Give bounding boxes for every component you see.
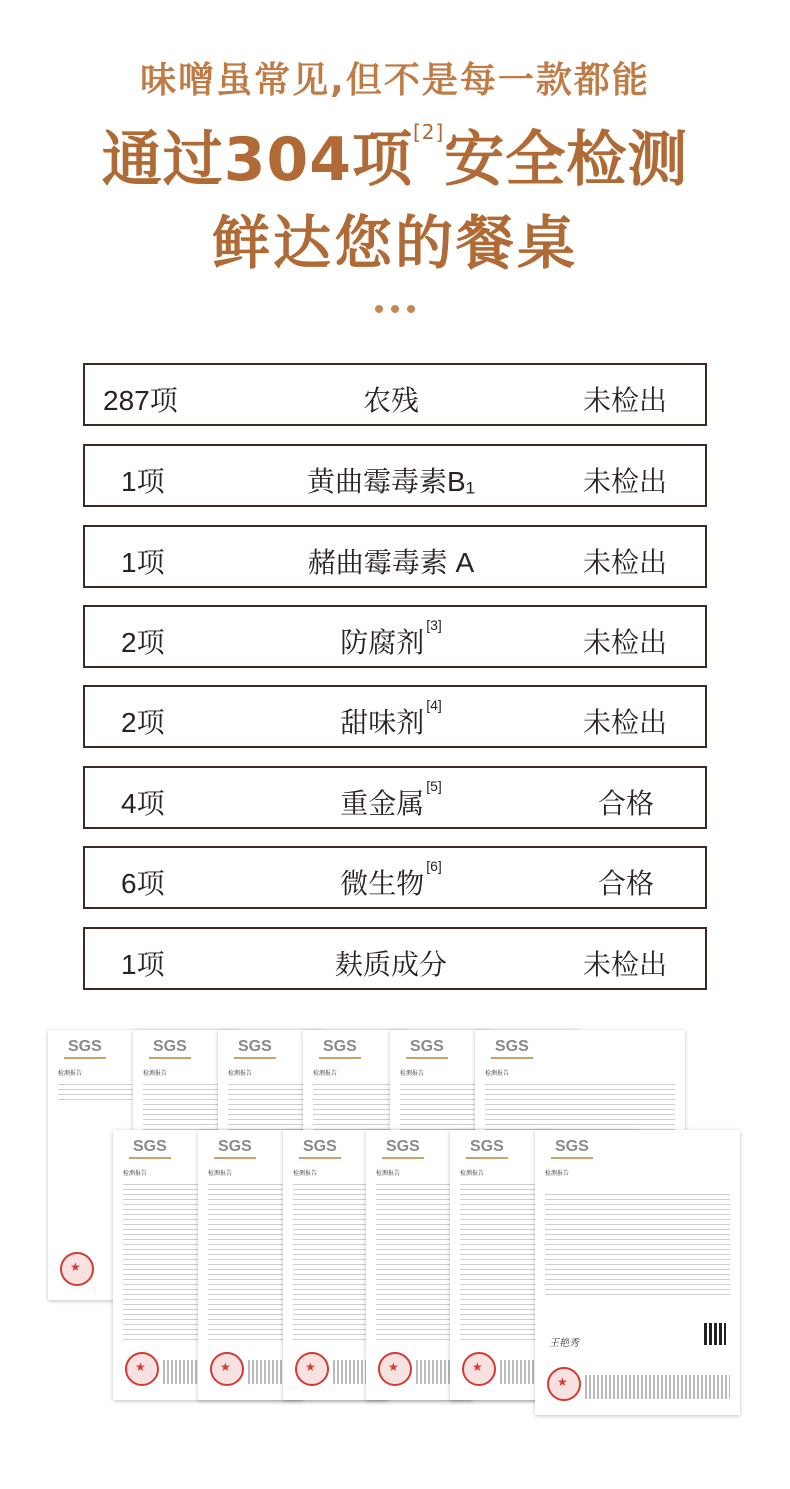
test-count: 1项 [121,466,165,497]
test-count: 1项 [121,949,165,980]
test-item-reference: [4] [426,697,442,713]
sgs-logo: SGS [153,1038,187,1055]
headline-line-2 [0,112,790,198]
report-title: 检测报告 [208,1170,233,1177]
sgs-logo: SGS [410,1038,444,1055]
sgs-report-collage [0,1020,790,1460]
test-count: 2项 [121,707,165,738]
test-item: 重金属[5] [340,778,442,819]
test-item: 微生物[6] [340,858,442,899]
sgs-logo: SGS [386,1138,420,1155]
test-item: 农残 [362,385,419,416]
test-result: 未检出 [583,547,668,578]
test-item: 赭曲霉毒素 A [307,547,475,578]
test-row [83,444,707,507]
sgs-logo: SGS [238,1038,272,1055]
headline-line-3: 鲜达您的餐桌 [211,209,578,277]
official-stamp-icon [378,1352,412,1386]
test-count: 4项 [121,788,165,819]
report-title: 检测报告 [460,1170,485,1177]
official-stamp-icon [295,1352,329,1386]
test-item-reference: [3] [426,617,442,633]
test-row [83,766,707,829]
sgs-logo: SGS [303,1138,337,1155]
test-item-reference: [6] [426,858,442,874]
report-cover-page [535,1130,740,1415]
sgs-logo: SGS [323,1038,357,1055]
test-item: 防腐剂[3] [340,617,442,658]
official-stamp-icon [60,1252,94,1286]
report-title: 检测报告 [143,1070,168,1077]
sgs-logo: SGS [555,1138,589,1155]
headline-line-2-suffix: 安全检测 [444,125,689,195]
signature: 王艳秀 [549,1338,579,1349]
headline-reference: [2] [412,120,445,144]
official-stamp-icon [547,1367,581,1401]
test-item: 甜味剂[4] [340,697,442,738]
test-row [83,525,707,588]
test-item: 黄曲霉毒素B₁ [306,466,476,497]
test-row [83,685,707,748]
test-item-reference: [5] [426,778,442,794]
report-title: 检测报告 [400,1070,425,1077]
report-title: 检测报告 [545,1170,570,1177]
divider-dots [375,305,415,313]
report-title: 检测报告 [58,1070,83,1077]
report-title: 检测报告 [485,1070,510,1077]
test-count: 2项 [121,627,165,658]
test-row [83,846,707,909]
headline-line-1: 味噌虽常见,但不是每一款都能 [140,60,650,101]
sgs-logo: SGS [68,1038,102,1055]
test-item: 麸质成分 [334,949,447,980]
sgs-logo: SGS [495,1038,529,1055]
sgs-logo: SGS [218,1138,252,1155]
report-title: 检测报告 [376,1170,401,1177]
test-result: 合格 [598,788,655,819]
test-result: 未检出 [583,707,668,738]
report-title: 检测报告 [228,1070,253,1077]
test-result: 未检出 [583,466,668,497]
test-row [83,605,707,668]
test-count: 6项 [121,868,165,899]
headline-line-2-prefix: 通过304项 [101,125,413,195]
sgs-logo: SGS [133,1138,167,1155]
test-row [83,927,707,990]
report-title: 检测报告 [293,1170,318,1177]
report-title: 检测报告 [313,1070,338,1077]
official-stamp-icon [125,1352,159,1386]
report-title: 检测报告 [123,1170,148,1177]
qr-code-icon [704,1323,726,1345]
sgs-logo: SGS [470,1138,504,1155]
test-row [83,363,707,426]
official-stamp-icon [462,1352,496,1386]
test-count: 287项 [103,385,178,416]
test-result: 合格 [598,868,655,899]
test-result: 未检出 [583,627,668,658]
test-result: 未检出 [583,949,668,980]
official-stamp-icon [210,1352,244,1386]
test-result: 未检出 [583,385,668,416]
test-count: 1项 [121,547,165,578]
